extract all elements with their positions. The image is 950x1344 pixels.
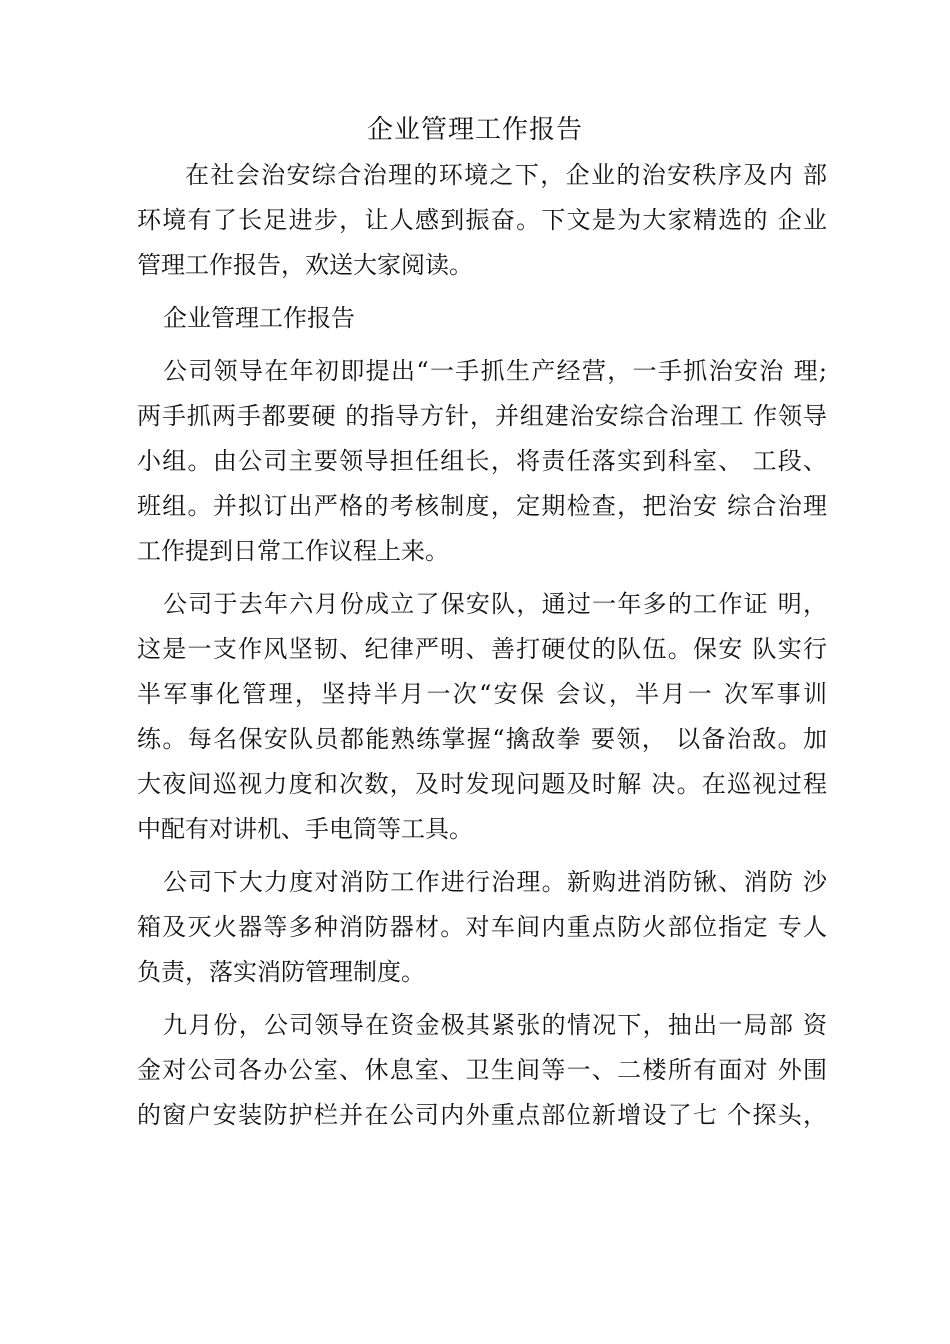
text-line: 九月份，公司领导在资金极其紧张的情况下，抽出一局部 资 [163,1011,827,1039]
paragraph-intro [137,153,827,288]
document-title: 企业管理工作报告 [366,115,583,145]
text-line: 在社会治安综合治理的环境之下，企业的治安秩序及内 部 [185,161,827,189]
text-line: 环境有了长足进步，让人感到振奋。下文是为大家精选的 企业 [137,206,827,234]
text-line: 两手抓两手都要硬 的指导方针，并组建治安综合治理工 作领导 [137,402,827,430]
text-line: 这是一支作风坚韧、纪律严明、善打硬仗的队伍。保安 队实行 [137,635,827,663]
text-line: 半军事化管理，坚持半月一次“安保 会议，半月一 次军事训 [137,680,827,708]
text-line: 公司领导在年初即提出“一手抓生产经营，一手抓治安治 理; [163,357,827,385]
text-line: 大夜间巡视力度和次数，及时发现问题及时解 决。在巡视过程 [137,770,827,798]
text-line: 负责，落实消防管理制度。 [137,958,425,986]
text-line: 金对公司各办公室、休息室、卫生间等一、二楼所有面对 外围 [137,1056,827,1084]
text-line: 的窗户安装防护栏并在公司内外重点部位新增设了七 个探头， [137,1101,827,1129]
text-line: 箱及灭火器等多种消防器材。对车间内重点防火部位指定 专人 [137,913,827,941]
text-line: 企业管理工作报告 [163,304,355,332]
text-line: 公司于去年六月份成立了保安队，通过一年多的工作证 明， [163,590,827,618]
paragraph-security-team [137,582,827,852]
text-line: 班组。并拟订出严格的考核制度，定期检查，把治安 综合治理 [137,492,827,520]
document-body [137,153,827,1138]
paragraph-subtitle [137,296,827,341]
text-line: 练。每名保安队员都能熟练掌握“擒敌拳 要领， 以备治敌。加 [137,725,827,753]
text-line: 工作提到日常工作议程上来。 [137,537,449,565]
paragraph-fire-safety [137,860,827,995]
paragraph-september [137,1003,827,1138]
paragraph-leadership [137,349,827,574]
text-line: 管理工作报告，欢送大家阅读。 [137,251,473,279]
text-line: 公司下大力度对消防工作进行治理。新购进消防锹、消防 沙 [163,868,827,896]
text-line: 中配有对讲机、手电筒等工具。 [137,815,473,843]
text-line: 小组。由公司主要领导担任组长，将责任落实到科室、 工段、 [137,447,827,475]
